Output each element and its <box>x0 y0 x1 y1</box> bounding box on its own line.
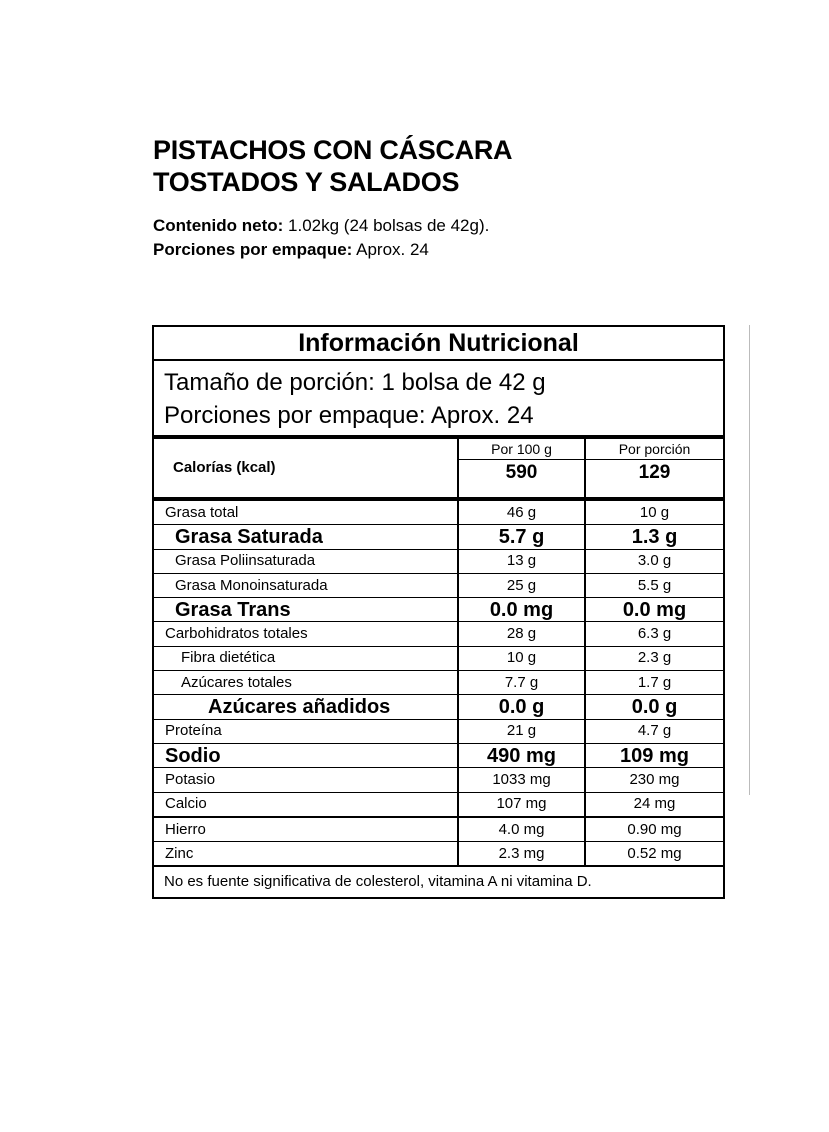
nutrient-name: Azúcares añadidos <box>154 695 458 719</box>
nutrient-per100: 28 g <box>458 622 585 646</box>
panel-footer: No es fuente significativa de colesterol, vitamina A ni vitamina D. <box>154 866 723 897</box>
nutrient-per-serving: 24 mg <box>585 792 723 817</box>
nutrient-row <box>154 499 723 525</box>
nutrient-row <box>154 743 723 767</box>
nutrient-per100: 107 mg <box>458 792 585 817</box>
nutrient-row <box>154 598 723 622</box>
nutrient-name: Carbohidratos totales <box>154 622 458 646</box>
nutrient-row <box>154 646 723 670</box>
nutrient-per100: 13 g <box>458 549 585 573</box>
panel-servings-per-pack: Porciones por empaque: Aprox. 24 <box>164 402 534 429</box>
panel-title: Información Nutricional <box>154 327 723 361</box>
col-header-per-serving: Por porción <box>586 439 723 460</box>
calories-label: Calorías (kcal) <box>154 439 458 499</box>
servings-label: Porciones por empaque: <box>153 240 353 259</box>
nutrient-per-serving: 230 mg <box>585 768 723 792</box>
nutrient-per100: 1033 mg <box>458 768 585 792</box>
nutrient-row <box>154 719 723 743</box>
nutrient-per-serving: 4.7 g <box>585 719 723 743</box>
product-title-line1: PISTACHOS CON CÁSCARA <box>153 135 513 165</box>
nutrient-row <box>154 792 723 817</box>
nutrient-name: Fibra dietética <box>154 646 458 670</box>
nutrient-per-serving: 109 mg <box>585 743 723 767</box>
nutrient-per100: 490 mg <box>458 743 585 767</box>
nutrient-per-serving: 6.3 g <box>585 622 723 646</box>
nutrition-table <box>154 439 723 866</box>
servings-value: Aprox. 24 <box>352 240 429 259</box>
nutrient-per100: 21 g <box>458 719 585 743</box>
calories-row <box>154 439 723 499</box>
nutrient-per-serving: 0.52 mg <box>585 842 723 866</box>
product-title-line2: TOSTADOS Y SALADOS <box>153 167 460 197</box>
serving-info <box>154 361 723 439</box>
nutrient-name: Grasa Saturada <box>154 525 458 549</box>
serving-size: Tamaño de porción: 1 bolsa de 42 g <box>164 369 546 396</box>
nutrient-name: Proteína <box>154 719 458 743</box>
nutrient-per100: 7.7 g <box>458 671 585 695</box>
nutrient-per100: 46 g <box>458 499 585 525</box>
nutrient-name: Grasa Trans <box>154 598 458 622</box>
nutrient-per-serving: 1.3 g <box>585 525 723 549</box>
nutrient-name: Azúcares totales <box>154 671 458 695</box>
nutrient-name: Hierro <box>154 817 458 842</box>
nutrient-per-serving: 0.0 mg <box>585 598 723 622</box>
nutrient-per100: 25 g <box>458 573 585 597</box>
nutrient-per100: 0.0 mg <box>458 598 585 622</box>
nutrient-row <box>154 695 723 719</box>
nutrient-name: Grasa Monoinsaturada <box>154 573 458 597</box>
net-content-label: Contenido neto: <box>153 216 284 235</box>
nutrient-row <box>154 768 723 792</box>
nutrient-per-serving: 3.0 g <box>585 549 723 573</box>
product-title <box>153 134 512 198</box>
net-content <box>153 214 489 238</box>
nutrient-name: Zinc <box>154 842 458 866</box>
calories-per100: 590 <box>505 462 538 483</box>
scan-edge-line <box>749 325 750 795</box>
nutrient-per-serving: 10 g <box>585 499 723 525</box>
net-content-value: 1.02kg (24 bolsas de 42g). <box>283 216 490 235</box>
nutrient-per100: 4.0 mg <box>458 817 585 842</box>
nutrient-per-serving: 0.0 g <box>585 695 723 719</box>
calories-per100-cell <box>458 439 585 499</box>
nutrient-name: Grasa Poliinsaturada <box>154 549 458 573</box>
nutrient-row <box>154 549 723 573</box>
nutrient-row <box>154 573 723 597</box>
servings-per-pack <box>153 238 489 262</box>
nutrition-panel <box>152 325 725 899</box>
nutrient-name: Calcio <box>154 792 458 817</box>
nutrient-name: Sodio <box>154 743 458 767</box>
nutrient-row <box>154 817 723 842</box>
nutrient-row <box>154 671 723 695</box>
nutrient-per-serving: 5.5 g <box>585 573 723 597</box>
nutrient-per100: 10 g <box>458 646 585 670</box>
nutrient-name: Potasio <box>154 768 458 792</box>
col-header-per100: Por 100 g <box>459 439 584 460</box>
product-meta <box>153 214 489 262</box>
nutrient-row <box>154 622 723 646</box>
nutrient-per-serving: 1.7 g <box>585 671 723 695</box>
calories-perserving-cell <box>585 439 723 499</box>
nutrient-per-serving: 2.3 g <box>585 646 723 670</box>
nutrient-row <box>154 842 723 866</box>
nutrient-row <box>154 525 723 549</box>
calories-per-serving: 129 <box>638 462 671 483</box>
nutrient-per100: 2.3 mg <box>458 842 585 866</box>
nutrient-per-serving: 0.90 mg <box>585 817 723 842</box>
nutrient-per100: 5.7 g <box>458 525 585 549</box>
nutrient-name: Grasa total <box>154 499 458 525</box>
nutrient-per100: 0.0 g <box>458 695 585 719</box>
